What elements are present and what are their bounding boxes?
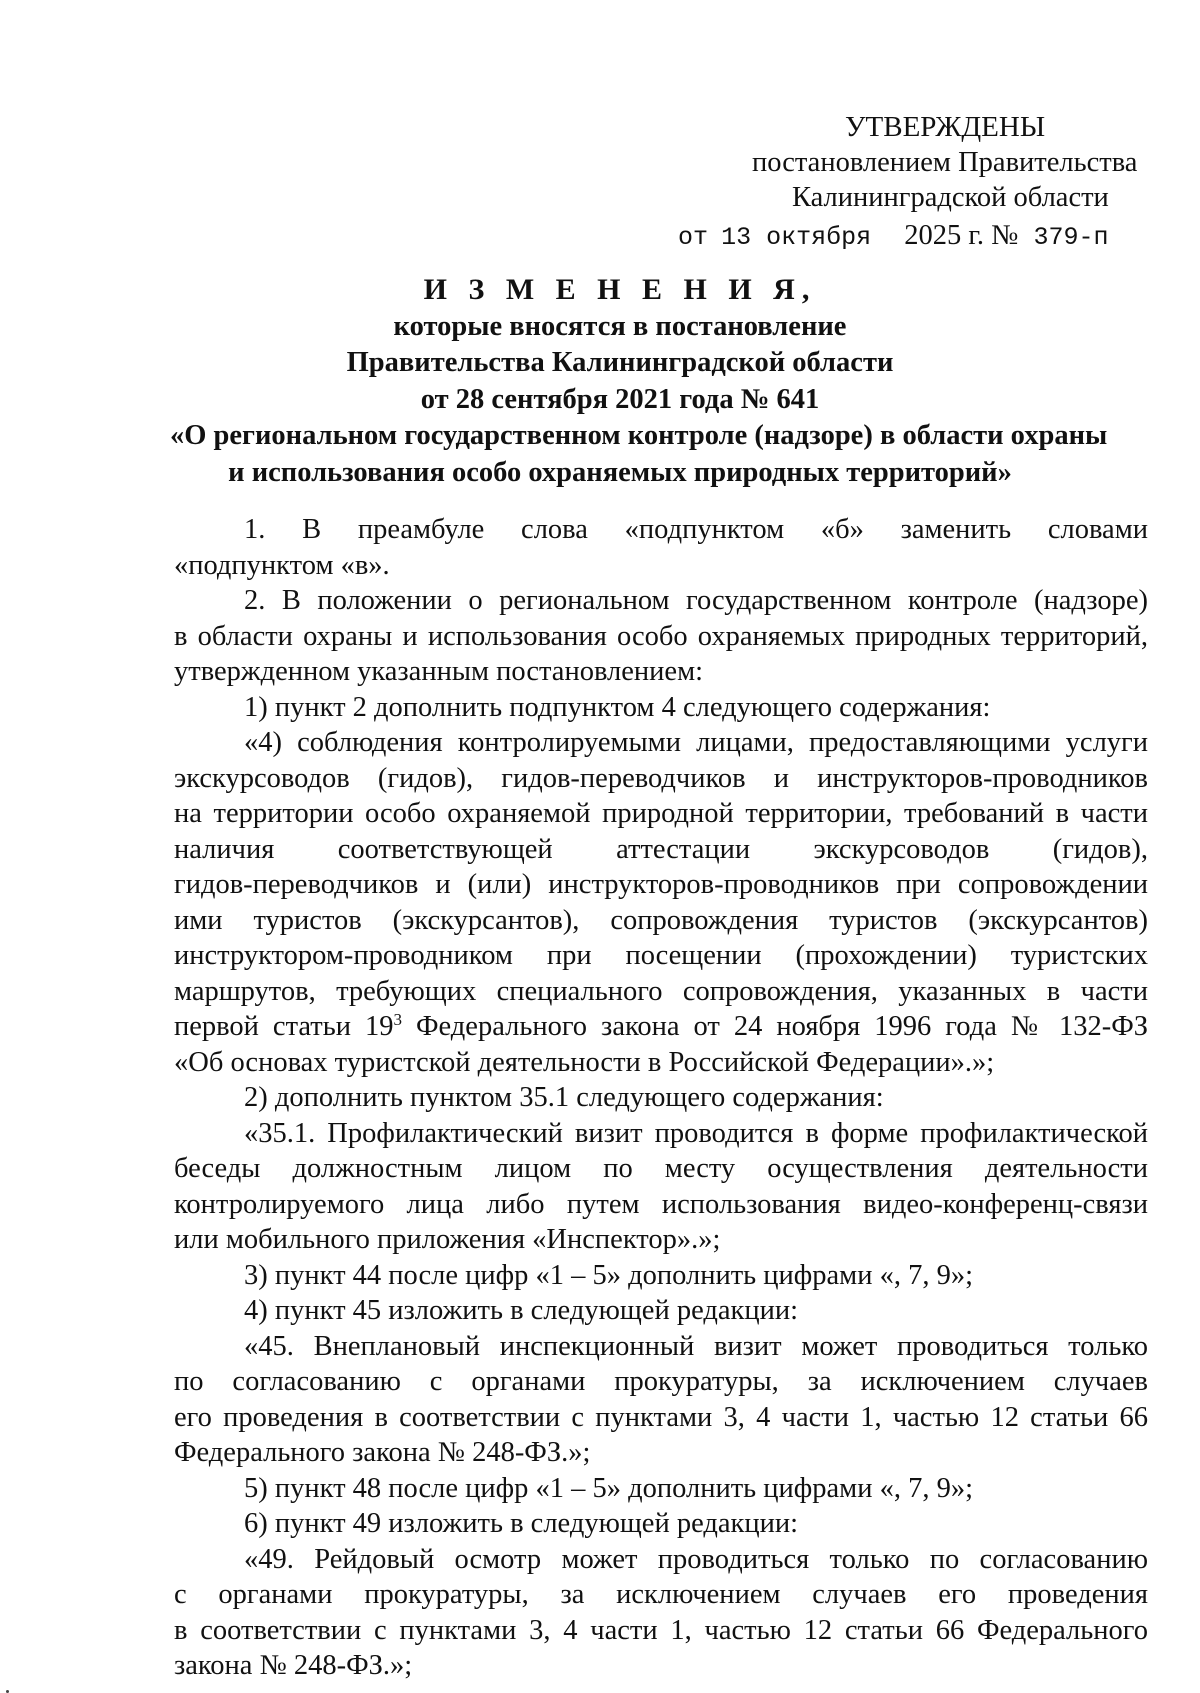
quote-line: ими туристов (экскурсантов), сопровождения туристов (экскурсантов) [174,904,1148,936]
quote-text: первой статьи 19 [174,1011,394,1042]
quote-line: закона № 248-ФЗ.»; [174,1650,413,1681]
quote-line: «4) соблюдения контролируемыми лицами, предоставляющими услуги [244,727,1148,758]
quote-line: «Об основах туристской деятельности в Российской Федерации».»; [174,1046,995,1078]
paragraph-line: «подпунктом «в». [174,549,390,581]
approval-date: 13 октября [721,223,872,252]
quote-line: по согласованию с органами прокуратуры, за исключением случаев [174,1366,1148,1397]
approval-heading: УТВЕРЖДЕНЫ [845,111,1046,143]
quote-line: «49. Рейдовый осмотр может проводиться только по согласованию [244,1543,1148,1575]
quote-line: гидов-переводчиков и (или) инструкторов-проводников при сопровождении [174,869,1148,900]
quote-line: в соответствии с пунктами 3, 4 части 1, частью 12 статьи 66 Федерального [174,1614,1148,1646]
quote-text: Федерального закона от 24 ноября 1996 года № 132-ФЗ [402,1011,1148,1042]
approval-line-resolution: постановлением Правительства [752,147,1138,178]
approval-date-line [660,218,1120,253]
title-line: которые вносятся в постановление [393,310,847,342]
superscript: 3 [393,1010,402,1029]
quote-line: экскурсоводов (гидов), гидов-переводчиков и инструкторов-проводников [174,762,1148,794]
title-line: «О региональном государственном контроле (надзоре) в области охраны [170,420,1108,451]
quote-line [174,1009,1148,1045]
list-item: 2) дополнить пунктом 35.1 следующего содержания: [244,1082,884,1113]
paragraph-line: 1. В преамбуле слова «подпунктом «б» заменить словами [244,514,1148,545]
title-line: и использования особо охраняемых природных территорий» [228,456,1012,488]
list-item: 5) пункт 48 после цифр «1 – 5» дополнить цифрами «, 7, 9»; [244,1472,974,1504]
quote-line: на территории особо охраняемой природной территории, требований в части [174,798,1148,829]
quote-line: его проведения в соответствии с пунктами 3, 4 части 1, частью 12 статьи 66 [174,1401,1148,1433]
approval-year: 2025 г. № [904,220,1019,251]
quote-line: с органами прокуратуры, за исключением случаев его проведения [174,1579,1148,1610]
document-body [174,512,1148,1684]
quote-line: наличия соответствующей аттестации экскурсоводов (гидов), [174,833,1148,865]
paragraph-line: утвержденном указанным постановлением: [174,656,704,687]
list-item: 4) пункт 45 изложить в следующей редакции: [244,1295,799,1326]
approval-stamp [660,110,1138,253]
list-item: 3) пункт 44 после цифр «1 – 5» дополнить цифрами «, 7, 9»; [244,1259,974,1291]
paragraph-line: 2. В положении о региональном государственном контроле (надзоре) [244,585,1148,616]
quote-line: Федерального закона № 248-ФЗ.»; [174,1437,591,1468]
quote-line: «35.1. Профилактический визит проводится в форме профилактической [244,1117,1148,1149]
list-item: 6) пункт 49 изложить в следующей редакции: [244,1508,799,1539]
list-item: 1) пункт 2 дополнить подпунктом 4 следующего содержания: [244,691,991,723]
approval-number: 379-п [1033,223,1109,252]
title-line: Правительства Калининградской области [346,347,894,378]
quote-line: беседы должностным лицом по месту осуществления деятельности [174,1153,1148,1184]
title-line: от 28 сентября 2021 года № 641 [420,383,820,415]
quote-line: «45. Внеплановый инспекционный визит может проводиться только [244,1330,1148,1362]
document-title [170,272,1108,491]
title-heading: И З М Е Н Е Н И Я, [423,273,817,306]
quote-line: или мобильного приложения «Инспектор».»; [174,1224,721,1255]
approval-line-region: Калининградской области [792,182,1109,213]
quote-line: инструктором-проводником при посещении (прохождении) туристских [174,940,1148,971]
quote-line: маршрутов, требующих специального сопровождения, указанных в части [174,975,1148,1007]
paragraph-line: в области охраны и использования особо охраняемых природных территорий, [174,620,1148,652]
approval-date-prefix: от [678,223,709,252]
quote-line: контролируемого лица либо путем использования видео-конференц-связи [174,1188,1148,1220]
